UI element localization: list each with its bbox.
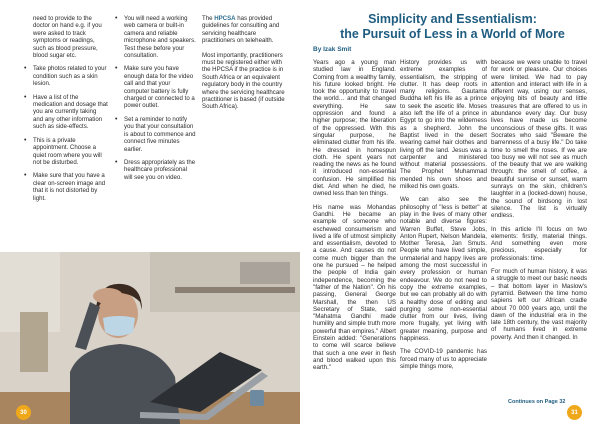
list-item: • Make sure you have enough data for the video call and that your computer battery is fully charged or connected to a power outlet. [113, 65, 197, 109]
article-column-3 [491, 59, 587, 347]
page-number-badge: 31 [567, 405, 582, 420]
paragraph: We can also see the philosophy of "less is better" at play in the lives of many other notable and diverse figures: Warren Buffet, Steve Jobs, Anton Rupert, Nelson Mandela, Mother Teresa, Jan Smuts. People who have lived simple, unmaterial and happy lives are among the most successful in every profession or human endeavour. We do not need to copy the extreme examples, but we can probably all do with a healthy dose of editing and purging some non-essential clutter from our lives, living more frugally, yet living with greater meaning, purpose and happiness. [400, 196, 487, 342]
list-item: • Set a reminder to notify you that your consultation is about to commence and connect five minutes earlier. [113, 116, 197, 153]
paragraph: In this article I'll focus on two elements: firstly, material things. And something even more precious, especially for professionals: time. [491, 225, 587, 262]
article-column-2 [400, 59, 487, 376]
right-page [300, 0, 600, 424]
registration-paragraph: Most importantly, practitioners must be registered either with the HPCSA if the practice is in South Africa or an equivalent regulatory body in the country where the servicing healthcare practitioner is based (if outside South Africa). [202, 51, 285, 111]
woman-with-mask-photo [0, 252, 300, 424]
hpcsa-name: HPCSA [214, 15, 236, 22]
left-column-a [22, 15, 108, 208]
continued-text: need to provide to the doctor on hand e.g. if you were asked to track symptoms or readings, such as blood pressure, blood sugar etc. [33, 15, 102, 60]
list-item: • Have a list of the medication and dosage that you are currently taking and any other information such as side-effects. [22, 94, 108, 131]
list-item: • Make sure that you have a clear on-screen image and that it is not distorted by light. [22, 172, 108, 202]
left-column-c [202, 15, 290, 118]
byline: By Izak Smit [313, 46, 352, 53]
tips-list [113, 15, 197, 181]
paragraph: Years ago a young man studied law in England. Coming from a wealthy family, his future looked bright. He took the opportunity to travel the world… and that changed everything. He saw oppression and found a higher purpose; the liberation of the oppressed. With this singular purpose, he eliminated clutter from his life. He dressed in homespun cloth. He spent years not reading the news as he found it introduced non-essential confusion. He simplified his diet. And when he died, he owned less than ten things. [313, 59, 396, 198]
list-item: • This is a private appointment. Choose a quiet room where you will not be disturbed. [22, 137, 108, 167]
hpcsa-paragraph: The HPCSA has provided guidelines for consulting and servicing healthcare practitioners on telehealth. [202, 15, 280, 45]
continues-on-page-link[interactable]: Continues on Page 32 [508, 399, 566, 405]
left-column-b [113, 15, 197, 187]
page-number-badge: 30 [16, 405, 31, 420]
tips-list [22, 65, 108, 202]
paragraph: because we were unable to travel for work or pleasure. Our choices were limited. We had to pay attention and interact with life in a different way, using our senses, enjoying bits of beauty and little treasures that are offered to us in abundance every day. Our busy lives have made us become unconscious of these gifts. It was Socrates who said "Beware the barrenness of a busy life." Do take time to smell the roses. If we are too busy we will not see as much of the beauty that we are walking through: the smell of coffee, a beautiful sunrise or sunset, warm sunrays on the skin, children's laughter in a (locked-down) house, the sound of birdsong in lost silence. The list is virtually endless. [491, 59, 587, 220]
paragraph: The COVID-19 pandemic has forced many of us to appreciate simple things more, [400, 348, 487, 370]
article-column-1 [313, 59, 396, 377]
paragraph: History provides us with extreme examples of essentialism, the stripping of clutter. It has deep roots in many religions. Gautama Buddha left his life as a prince to seek the ascetic life. Moses also left the life of a prince in Egypt to go into the wilderness as a shepherd. John the Baptist lived in the desert wearing camel hair clothes and living off the land. Jesus was a carpenter and ministered without material possessions. The Prophet Muhammad mended his own shoes and milked his own goats. [400, 59, 487, 191]
photo-illustration [0, 252, 300, 424]
list-item: • You will need a working web camera or built-in camera and reliable microphone and speakers. Test these before your consultation. [113, 15, 197, 59]
paragraph: His name was Mohandas Gandhi. He became an example of someone who eschewed consumerism and lived a life of utmost simplicity and essentialism, devoted to a cause. And causes do not come much bigger than the one he pursued – he helped the people of India gain independence, becoming the "father of the Nation". On his passing, General George Marshall, the then US Secretary of State, said "Mahatma Gandhi made humility and simple truth more powerful than empires." Albert Einstein added: "Generations to come will scarce believe that such a one ever in flesh and blood walked upon this earth." [313, 203, 396, 372]
article-title: Simplicity and Essentialism: the Pursuit of Less in a World of More [340, 12, 565, 41]
list-item: • Take photos related to your condition such as a skin lesion. [22, 65, 108, 87]
paragraph: For much of human history, it was a struggle to meet our basic needs – that bottom layer in Maslow's pyramid. Between the time homo sapiens left our African cradle about 70 000 years ago, until the dawn of the industrial era in the late 18th century, the vast majority of humans lived in extreme poverty. And then it changed. In [491, 268, 587, 341]
list-item: • Dress appropriately as the healthcare professional will see you on video. [113, 159, 197, 181]
